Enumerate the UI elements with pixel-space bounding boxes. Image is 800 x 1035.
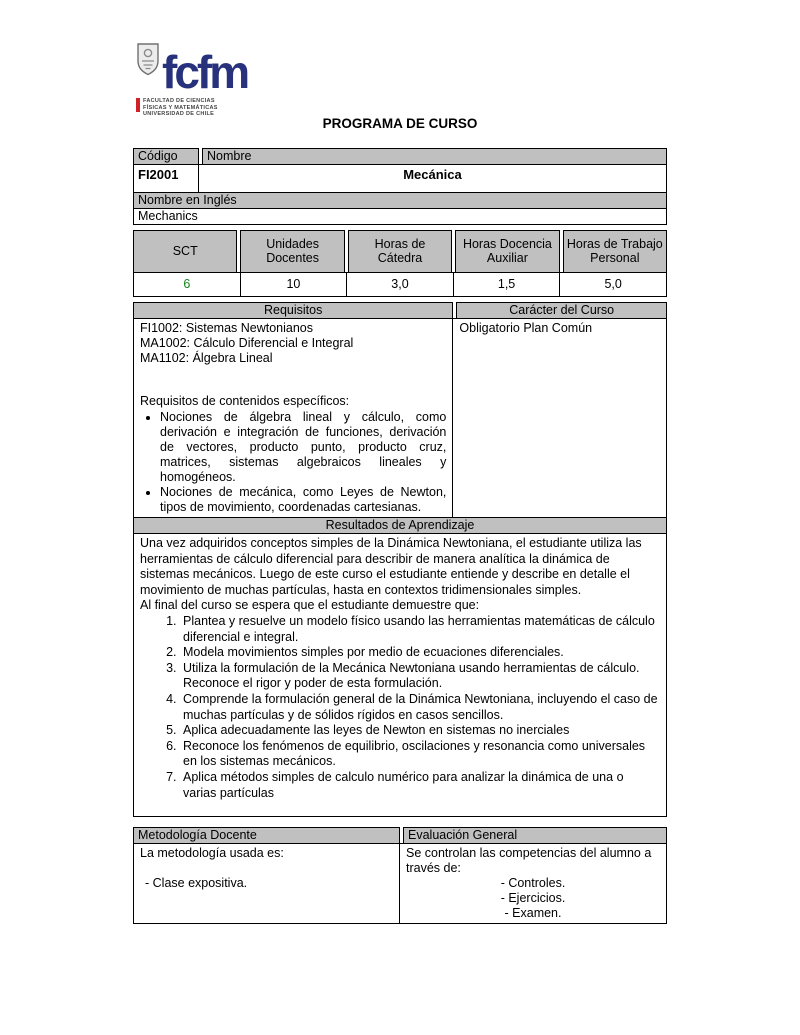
horas-trabajo-personal-label: Horas de Trabajo Personal: [566, 237, 663, 265]
codigo-header-cell: Código: [133, 148, 199, 165]
logo-top: [136, 42, 248, 98]
resultado-item: 1. Plantea y resuelve un modelo físico usando las herramientas matemáticas de cálculo diferencial e integral.: [180, 614, 660, 645]
method-eval-header-row: [133, 827, 667, 844]
logo-caption-line: UNIVERSIDAD DE CHILE: [143, 111, 215, 118]
nombre-value-cell: Mecánica: [198, 164, 667, 193]
caracter-content-cell: Obligatorio Plan Común: [452, 318, 667, 518]
horas-catedra-header-cell: [348, 230, 452, 273]
metodologia-line: - Clase expositiva.: [145, 876, 248, 890]
horas-docencia-auxiliar-header-cell: [455, 230, 559, 273]
logo-caption-line: FACULTAD DE CIENCIAS: [143, 98, 215, 105]
evaluacion-items: [406, 876, 660, 921]
sct-header-label: SCT: [172, 243, 198, 258]
evaluacion-content-cell: [399, 843, 667, 924]
evaluacion-header-cell: Evaluación General: [403, 827, 667, 844]
method-eval-table: [133, 827, 667, 924]
fcfm-logo: [136, 42, 247, 118]
page-title: PROGRAMA DE CURSO: [322, 116, 478, 131]
requisito-bullet: • Nociones de álgebra lineal y cálculo, como derivación e integración de funciones, derivación de vectores, producto punto, producto cruz, matrices, sistemas algebraicos lineales y homogéneos.: [160, 410, 446, 485]
evaluacion-item: - Ejercicios.: [500, 891, 566, 905]
logo-red-accent: [136, 98, 140, 112]
metodologia-line: La metodología usada es:: [140, 846, 284, 860]
requisitos-bullets-list: [140, 410, 446, 515]
code-name-value-row: [133, 164, 667, 193]
resultado-item: 3. Utiliza la formulación de la Mecánica Newtoniana usando herramientas de cálculo. Reconoce el rigor y poder de esta formulación.: [180, 661, 660, 692]
hours-values-row: [133, 272, 667, 297]
resultado-item: 7. Aplica métodos simples de calculo numérico para analizar la dinámica de una o varias partículas: [180, 770, 660, 801]
resultados-body-row: [133, 533, 667, 817]
horas-docencia-auxiliar-value-cell: 1,5: [453, 272, 561, 297]
english-name-header-row: [133, 192, 667, 209]
hours-header-row: [133, 230, 667, 273]
nombre-ingles-header-cell: Nombre en Inglés: [133, 192, 667, 209]
metodologia-header-cell: Metodología Docente: [133, 827, 400, 844]
codigo-value-cell: FI2001: [133, 164, 199, 193]
nombre-ingles-value-cell: Mechanics: [133, 208, 667, 225]
requisitos-content-cell: [133, 318, 453, 518]
resultados-content-cell: [133, 533, 667, 817]
requisitos-header-cell: Requisitos: [133, 302, 453, 319]
resultados-header-row: [133, 517, 667, 534]
evaluacion-item: - Examen.: [504, 906, 562, 920]
resultados-list: [140, 614, 660, 801]
code-name-header-row: [133, 148, 667, 165]
requisitos-especificos-intro: Requisitos de contenidos específicos:: [140, 394, 350, 408]
unidades-docentes-value-cell: 10: [240, 272, 348, 297]
horas-catedra-label: Horas de Cátedra: [374, 237, 426, 265]
resultado-item: 5. Aplica adecuadamente las leyes de Newton en sistemas no inerciales: [180, 723, 660, 739]
requisitos-header-row: [133, 302, 667, 319]
evaluacion-item: - Controles.: [500, 876, 566, 890]
method-eval-body-row: [133, 843, 667, 924]
horas-docencia-auxiliar-label: Horas Docencia Auxiliar: [462, 237, 552, 265]
requisitos-body-row: [133, 318, 667, 518]
unidades-docentes-label: Unidades Docentes: [266, 237, 320, 265]
resultado-item: 4. Comprende la formulación general de la Dinámica Newtoniana, incluyendo el caso de muchas partículas y de sólidos rígidos en casos sencillos.: [180, 692, 660, 723]
requisito-line: MA1102: Álgebra Lineal: [140, 351, 273, 365]
metodologia-content-cell: [133, 843, 400, 924]
horas-trabajo-personal-value-cell: 5,0: [559, 272, 667, 297]
caracter-header-cell: Carácter del Curso: [456, 302, 667, 319]
resultados-header-cell: Resultados de Aprendizaje: [133, 517, 667, 534]
evaluacion-intro: Se controlan las competencias del alumno a través de:: [406, 846, 652, 875]
unidades-docentes-header-cell: [240, 230, 344, 273]
horas-catedra-value-cell: 3,0: [346, 272, 454, 297]
logo-caption-text: [143, 98, 218, 118]
course-table: [133, 148, 667, 817]
logo-caption: [136, 98, 247, 118]
logo-caption-line: FÍSICAS Y MATEMÁTICAS: [143, 104, 218, 111]
fcfm-wordmark: fcfm: [162, 46, 248, 98]
resultado-item: 6. Reconoce los fenómenos de equilibrio, oscilaciones y resonancia como universales en los sistemas mecánicos.: [180, 739, 660, 770]
english-name-value-row: [133, 208, 667, 225]
sct-value-cell: 6: [133, 272, 241, 297]
requisito-line: FI1002: Sistemas Newtonianos: [140, 321, 314, 335]
requisito-line: MA1002: Cálculo Diferencial e Integral: [140, 336, 354, 350]
nombre-header-cell: Nombre: [202, 148, 667, 165]
horas-trabajo-personal-header-cell: [563, 230, 667, 273]
requisito-bullet: • Nociones de mecánica, como Leyes de Newton, tipos de movimiento, coordenadas cartesianas.: [160, 485, 446, 515]
sct-header-cell: [133, 230, 237, 273]
resultados-lead: Al final del curso se espera que el estudiante demuestre que:: [140, 598, 480, 613]
resultado-item: 2. Modela movimientos simples por medio de ecuaciones diferenciales.: [180, 645, 660, 661]
university-crest-icon: [136, 42, 160, 76]
resultados-intro: Una vez adquiridos conceptos simples de la Dinámica Newtoniana, el estudiante utiliza las herramientas de cálculo diferencial para describir de manera analítica la dinámica de sistemas mecánicos. Luego de este curso el estudiante entiende y describe en detalle el movimiento de muchas partículas, hasta en contextos tridimensionales simples.: [140, 536, 642, 597]
